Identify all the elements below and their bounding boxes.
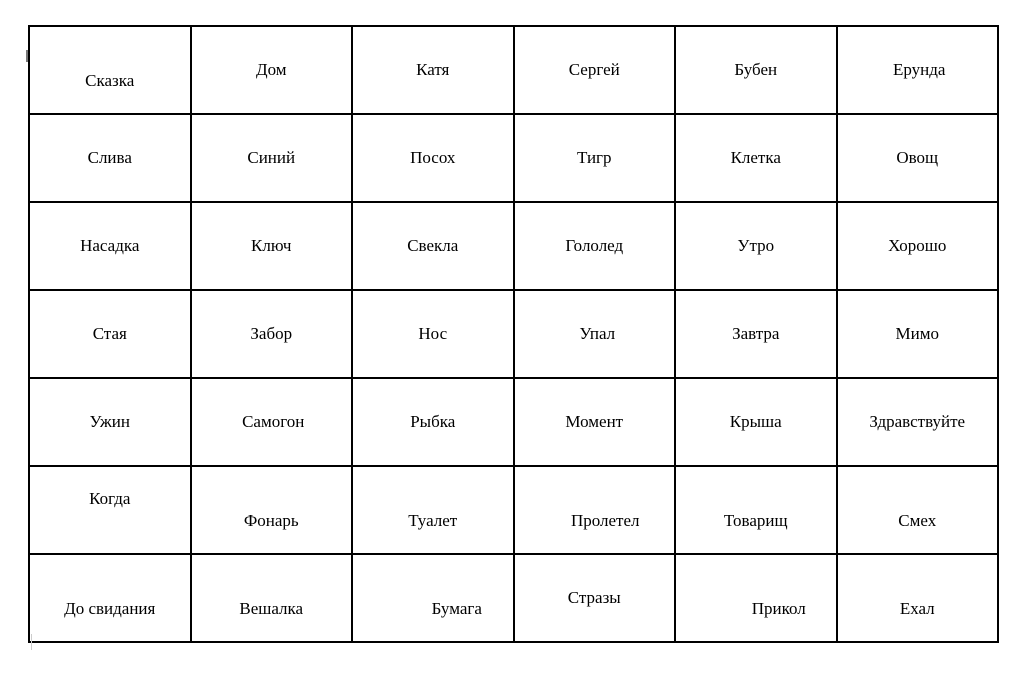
cell-text: Ерунда: [893, 60, 946, 79]
table-cell: [675, 378, 837, 466]
cell-text: Утро: [737, 236, 775, 255]
table-row: [29, 378, 998, 466]
table-cell: [675, 554, 837, 642]
table-row: [29, 466, 998, 554]
table-row: [29, 554, 998, 642]
page-margin-mark: [31, 634, 32, 650]
cell-text: Мимо: [895, 324, 939, 343]
table-cell: [514, 114, 676, 202]
table-cell: [837, 290, 999, 378]
table-cell: [29, 290, 191, 378]
cell-text: Упал: [579, 324, 616, 343]
table-cell: [29, 466, 191, 554]
table-cell: [191, 554, 353, 642]
cell-text: Рыбка: [410, 412, 456, 431]
cell-text: Стая: [92, 324, 127, 343]
table-cell: [352, 466, 514, 554]
cell-text: Синий: [247, 148, 296, 167]
cell-text: Самогон: [242, 412, 305, 431]
cell-text: Бумага: [431, 599, 482, 618]
cell-text: Бубен: [734, 60, 778, 79]
table-cell: [837, 554, 999, 642]
cell-text: Ехал: [899, 599, 935, 618]
cell-text: Туалет: [408, 511, 458, 530]
table-cell: [352, 378, 514, 466]
table-row: [29, 290, 998, 378]
table-cell: [837, 114, 999, 202]
cell-text: Тигр: [576, 148, 612, 167]
cell-text: Смех: [898, 511, 937, 530]
table-row: [29, 26, 998, 114]
cell-text: Клетка: [730, 148, 781, 167]
cell-text: Хорошо: [888, 236, 947, 255]
cell-text: Когда: [89, 489, 131, 508]
table-cell: [675, 114, 837, 202]
cell-text: Катя: [416, 60, 450, 79]
table-cell: [514, 202, 676, 290]
table-cell: [29, 114, 191, 202]
cell-text: Сергей: [568, 60, 620, 79]
cell-text: Здравствуйте: [869, 412, 966, 431]
table-cell: [191, 26, 353, 114]
cell-text: Фонарь: [243, 511, 299, 530]
table-cell: [352, 554, 514, 642]
table-cell: [675, 26, 837, 114]
cell-text: Ужин: [89, 412, 130, 431]
cell-text: Сказка: [85, 71, 135, 90]
table-cell: [29, 554, 191, 642]
cell-text: Гололед: [565, 236, 624, 255]
table-row: [29, 202, 998, 290]
table-cell: [837, 202, 999, 290]
table-cell: [514, 466, 676, 554]
table-cell: [352, 26, 514, 114]
table-cell: [837, 26, 999, 114]
cell-text: Товарищ: [723, 511, 788, 530]
table-cell: [352, 290, 514, 378]
cell-text: Нос: [418, 324, 448, 343]
cell-text: Насадка: [80, 236, 140, 255]
cell-text: Овощ: [896, 148, 939, 167]
table-cell: [352, 202, 514, 290]
cell-text: До свидания: [64, 599, 156, 618]
table-cell: [837, 466, 999, 554]
cell-text: Пролетел: [570, 511, 640, 530]
table-cell: [191, 378, 353, 466]
table-cell: [191, 466, 353, 554]
cell-text: Слива: [87, 148, 132, 167]
table-cell: [675, 290, 837, 378]
cell-text: Свекла: [407, 236, 459, 255]
table-cell: [29, 202, 191, 290]
table-cell: [514, 26, 676, 114]
table-cell: [514, 554, 676, 642]
table-cell: [837, 378, 999, 466]
table-cell: [352, 114, 514, 202]
cell-text: Крыша: [729, 412, 782, 431]
table-cell: [191, 290, 353, 378]
word-table: [28, 25, 999, 643]
table-cell: [191, 202, 353, 290]
table-cell: [675, 466, 837, 554]
table-row: [29, 114, 998, 202]
table-cell: [191, 114, 353, 202]
table-cell: [514, 290, 676, 378]
cell-text: Прикол: [751, 599, 806, 618]
cell-text: Стразы: [567, 588, 621, 607]
table-cell: [29, 378, 191, 466]
cell-text: Вешалка: [239, 599, 304, 618]
cell-text: Завтра: [732, 324, 780, 343]
table-cell: [514, 378, 676, 466]
cell-text: Посох: [410, 148, 456, 167]
cell-text: Забор: [250, 324, 293, 343]
table-cell: [29, 26, 191, 114]
cell-text: Ключ: [251, 236, 292, 255]
table-cell: [675, 202, 837, 290]
cell-text: Момент: [565, 412, 624, 431]
cell-text: Дом: [255, 60, 287, 79]
